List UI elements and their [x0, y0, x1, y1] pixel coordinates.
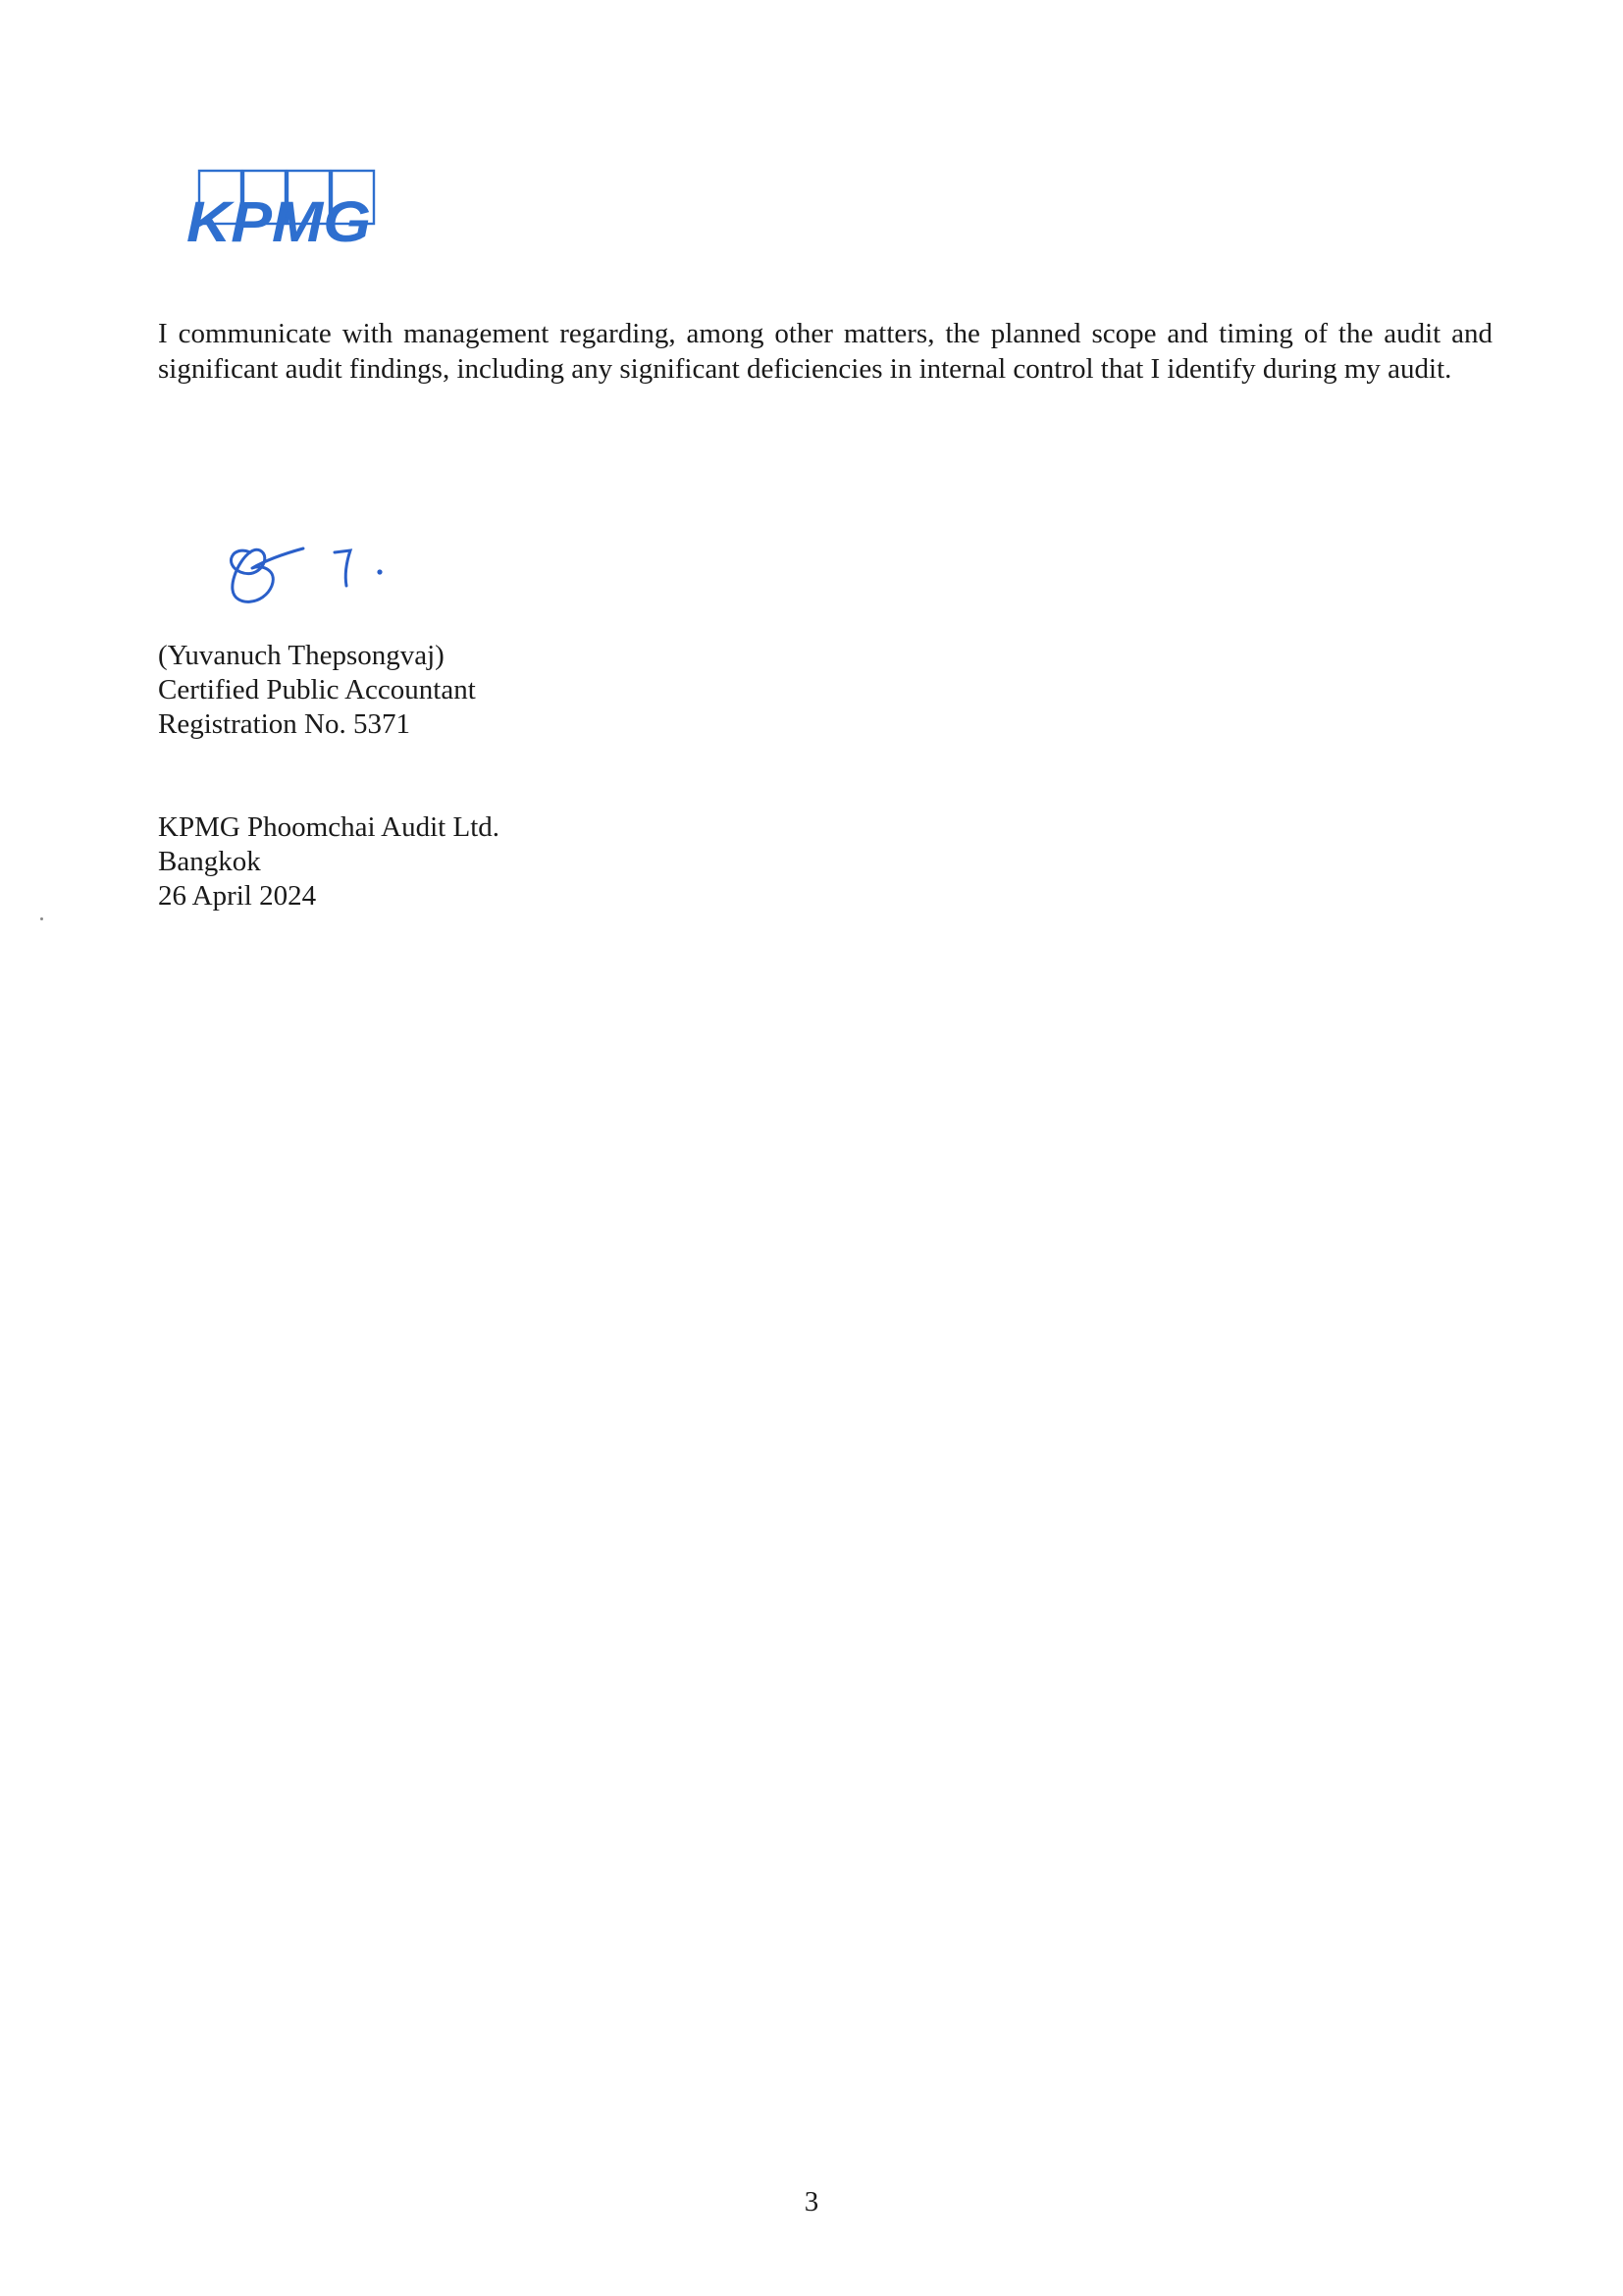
firm-block	[158, 810, 499, 913]
signature-graphic	[221, 535, 402, 613]
scan-speck	[40, 917, 43, 920]
kpmg-logo	[184, 167, 386, 247]
report-date: 26 April 2024	[158, 880, 317, 912]
signer-registration: Registration No. 5371	[158, 708, 410, 740]
page-number: 3	[804, 2186, 819, 2218]
firm-city: Bangkok	[158, 846, 261, 877]
kpmg-logo-graphic	[184, 167, 386, 247]
signer-name: (Yuvanuch Thepsongvaj)	[158, 640, 445, 671]
svg-text:KPMG: KPMG	[186, 190, 371, 247]
signer-title: Certified Public Accountant	[158, 674, 476, 705]
body-paragraph: I communicate with management regarding, among other matters, the planned scope and timing of the audit and significant audit findings, including any significant deficiencies in internal control that I identify during my audit.	[158, 318, 1492, 385]
signature-image	[221, 535, 402, 613]
signer-block	[158, 639, 476, 742]
firm-name: KPMG Phoomchai Audit Ltd.	[158, 811, 500, 843]
